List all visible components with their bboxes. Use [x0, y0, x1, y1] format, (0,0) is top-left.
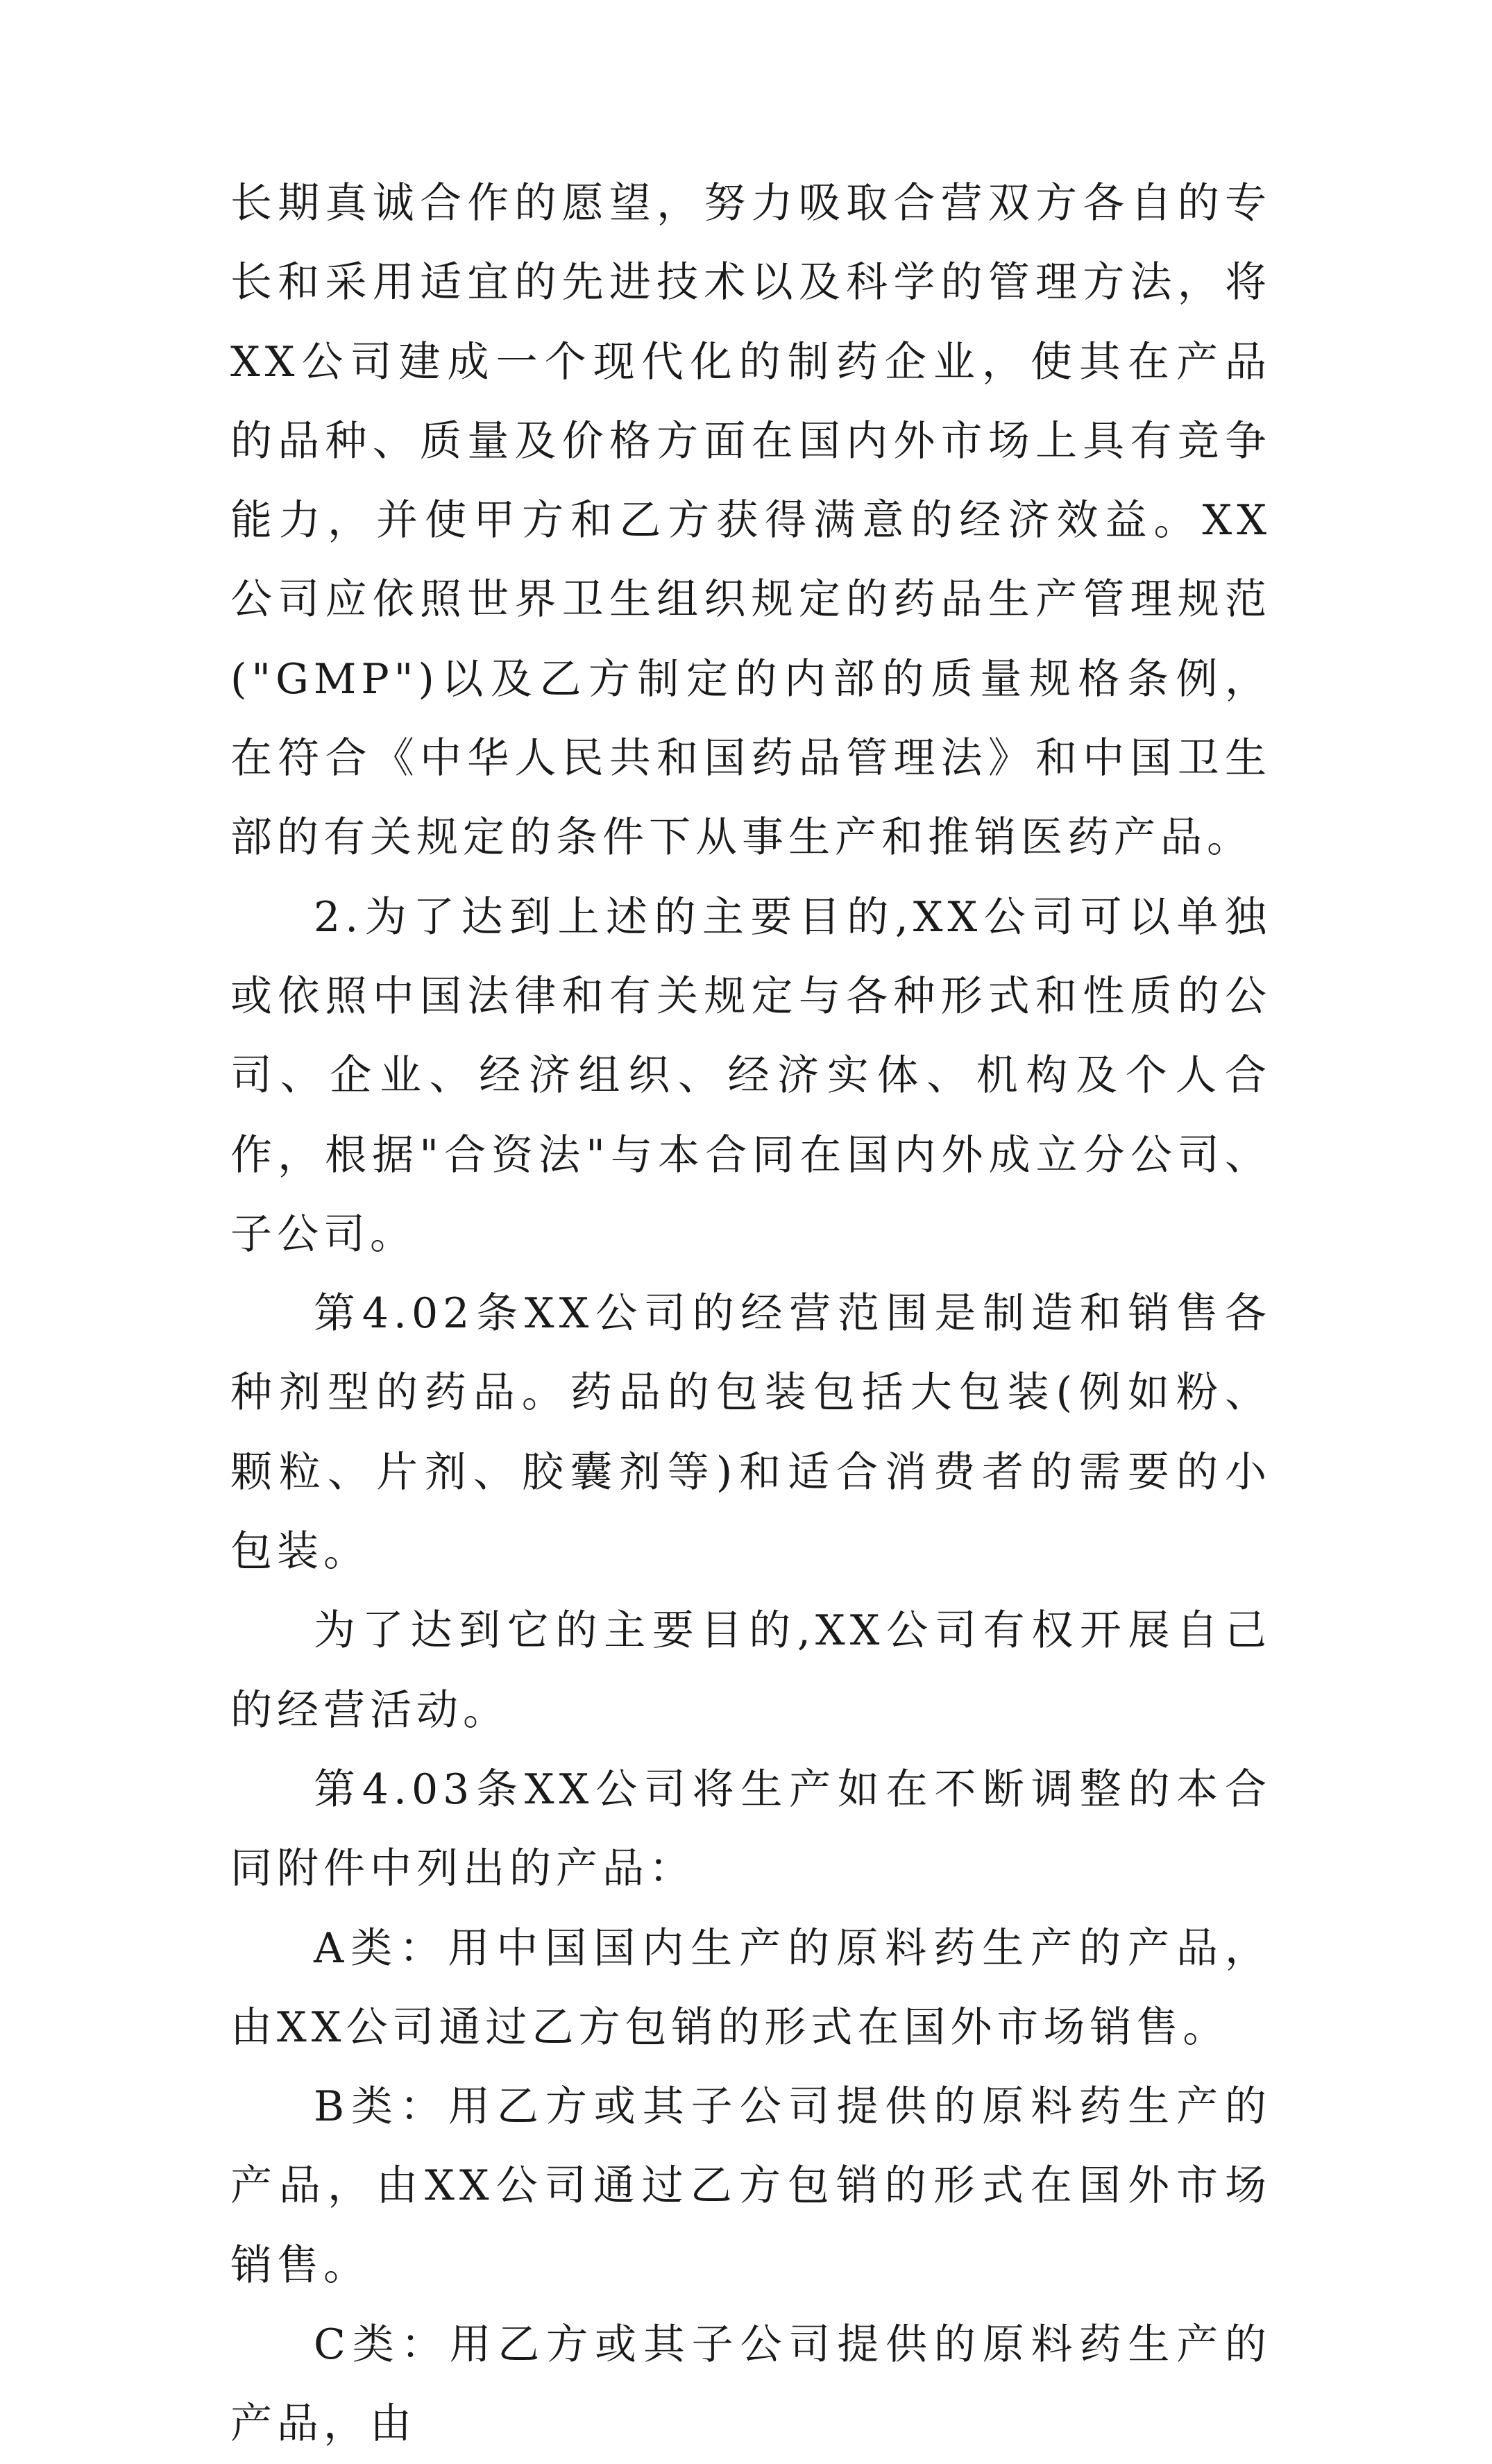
paragraph-category-b: B类：用乙方或其子公司提供的原料药生产的产品，由XX公司通过乙方包销的形式在国外市场销售。 [230, 2082, 1271, 2290]
paragraph-article-4-03-products: 第4.03条XX公司将生产如在不断调整的本合同附件中列出的产品： [230, 1765, 1271, 1894]
paragraph-business-activities: 为了达到它的主要目的,XX公司有权开展自己的经营活动。 [230, 1606, 1271, 1735]
paragraph-category-c: C类：用乙方或其子公司提供的原料药生产的产品，由 [230, 2320, 1271, 2449]
paragraph-cooperation-purpose: 长期真诚合作的愿望，努力吸取合营双方各自的专长和采用适宜的先进技术以及科学的管理方法，将XX公司建成一个现代化的制药企业，使其在产品的品种、质量及价格方面在国内外市场上具有竞争能力，并使甲方和乙方获得满意的经济效益。XX公司应依照世界卫生组织规定的药品生产管理规范("GMP")以及乙方制定的内部的质量规格条例，在符合《中华人民共和国药品管理法》和中国卫生部的有关规定的条件下从事生产和推销医药产品。 [230, 179, 1271, 863]
paragraph-article-4-02-scope: 第4.02条XX公司的经营范围是制造和销售各种剂型的药品。药品的包装包括大包装(例如粉、颗粒、片剂、胶囊剂等)和适合消费者的需要的小包装。 [230, 1289, 1271, 1577]
paragraph-category-a: A类：用中国国内生产的原料药生产的产品，由XX公司通过乙方包销的形式在国外市场销售。 [230, 1923, 1271, 2052]
paragraph-item-2-branches: 2.为了达到上述的主要目的,XX公司可以单独或依照中国法律和有关规定与各种形式和性质的公司、企业、经济组织、经济实体、机构及个人合作，根据"合资法"与本合同在国内外成立分公司、子公司。 [230, 892, 1271, 1259]
document-body [230, 164, 1271, 2464]
